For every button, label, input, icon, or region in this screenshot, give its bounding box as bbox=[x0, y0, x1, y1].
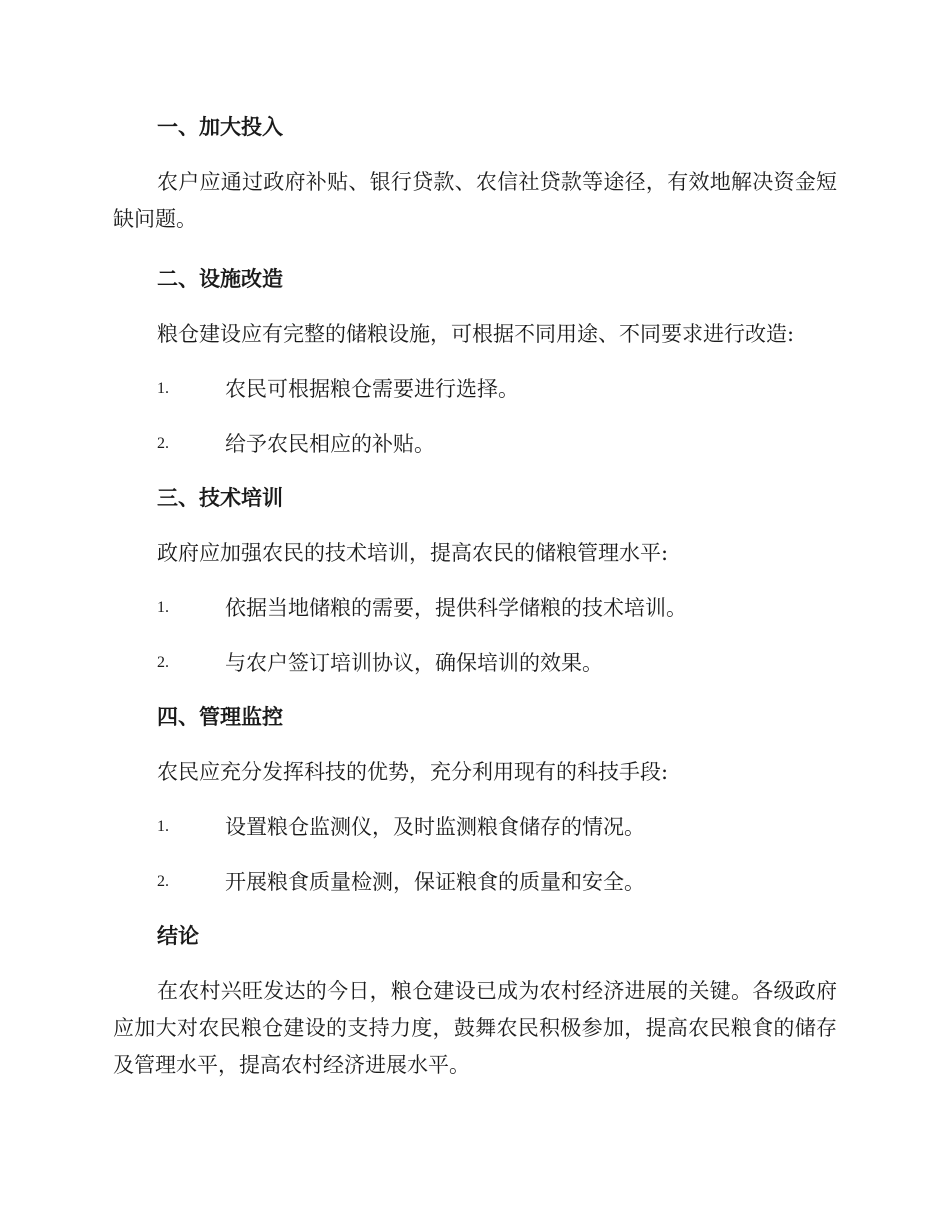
list-item-text: 依据当地储粮的需要，提供科学储粮的技术培训。 bbox=[225, 596, 687, 620]
section-paragraph: 政府应加强农民的技术培训，提高农民的储粮管理水平: bbox=[157, 541, 669, 565]
section-paragraph: 农户应通过政府补贴、银行贷款、农信社贷款等途径，有效地解决资金短缺问题。 bbox=[113, 170, 837, 231]
list-item-number: 2. bbox=[157, 873, 169, 890]
list-item-text: 开展粮食质量检测，保证粮食的质量和安全。 bbox=[225, 870, 645, 894]
section-heading: 结论 bbox=[157, 923, 199, 948]
list-item-number: 1. bbox=[157, 818, 169, 835]
section-paragraph: 农民应充分发挥科技的优势，充分利用现有的科技手段: bbox=[157, 760, 669, 784]
section-paragraph: 在农村兴旺发达的今日，粮仓建设已成为农村经济进展的关键。各级政府应加大对农民粮仓建设的支持力度，鼓舞农民积极参加，提高农民粮食的储存及管理水平，提高农村经济进展水平。 bbox=[113, 979, 837, 1077]
list-item-number: 1. bbox=[157, 599, 169, 616]
list-item-text: 农民可根据粮仓需要进行选择。 bbox=[225, 377, 519, 401]
list-item-text: 设置粮仓监测仪，及时监测粮食储存的情况。 bbox=[225, 815, 645, 839]
section-heading: 四、管理监控 bbox=[157, 704, 283, 729]
list-item-number: 2. bbox=[157, 435, 169, 452]
section-paragraph: 粮仓建设应有完整的储粮设施，可根据不同用途、不同要求进行改造: bbox=[157, 322, 795, 346]
section-heading: 三、技术培训 bbox=[157, 485, 283, 510]
section-heading: 二、设施改造 bbox=[157, 266, 283, 291]
list-item-text: 给予农民相应的补贴。 bbox=[225, 432, 435, 456]
list-item-number: 2. bbox=[157, 654, 169, 671]
list-item-text: 与农户签订培训协议，确保培训的效果。 bbox=[225, 651, 603, 675]
list-item-number: 1. bbox=[157, 380, 169, 397]
section-heading: 一、加大投入 bbox=[157, 114, 283, 139]
